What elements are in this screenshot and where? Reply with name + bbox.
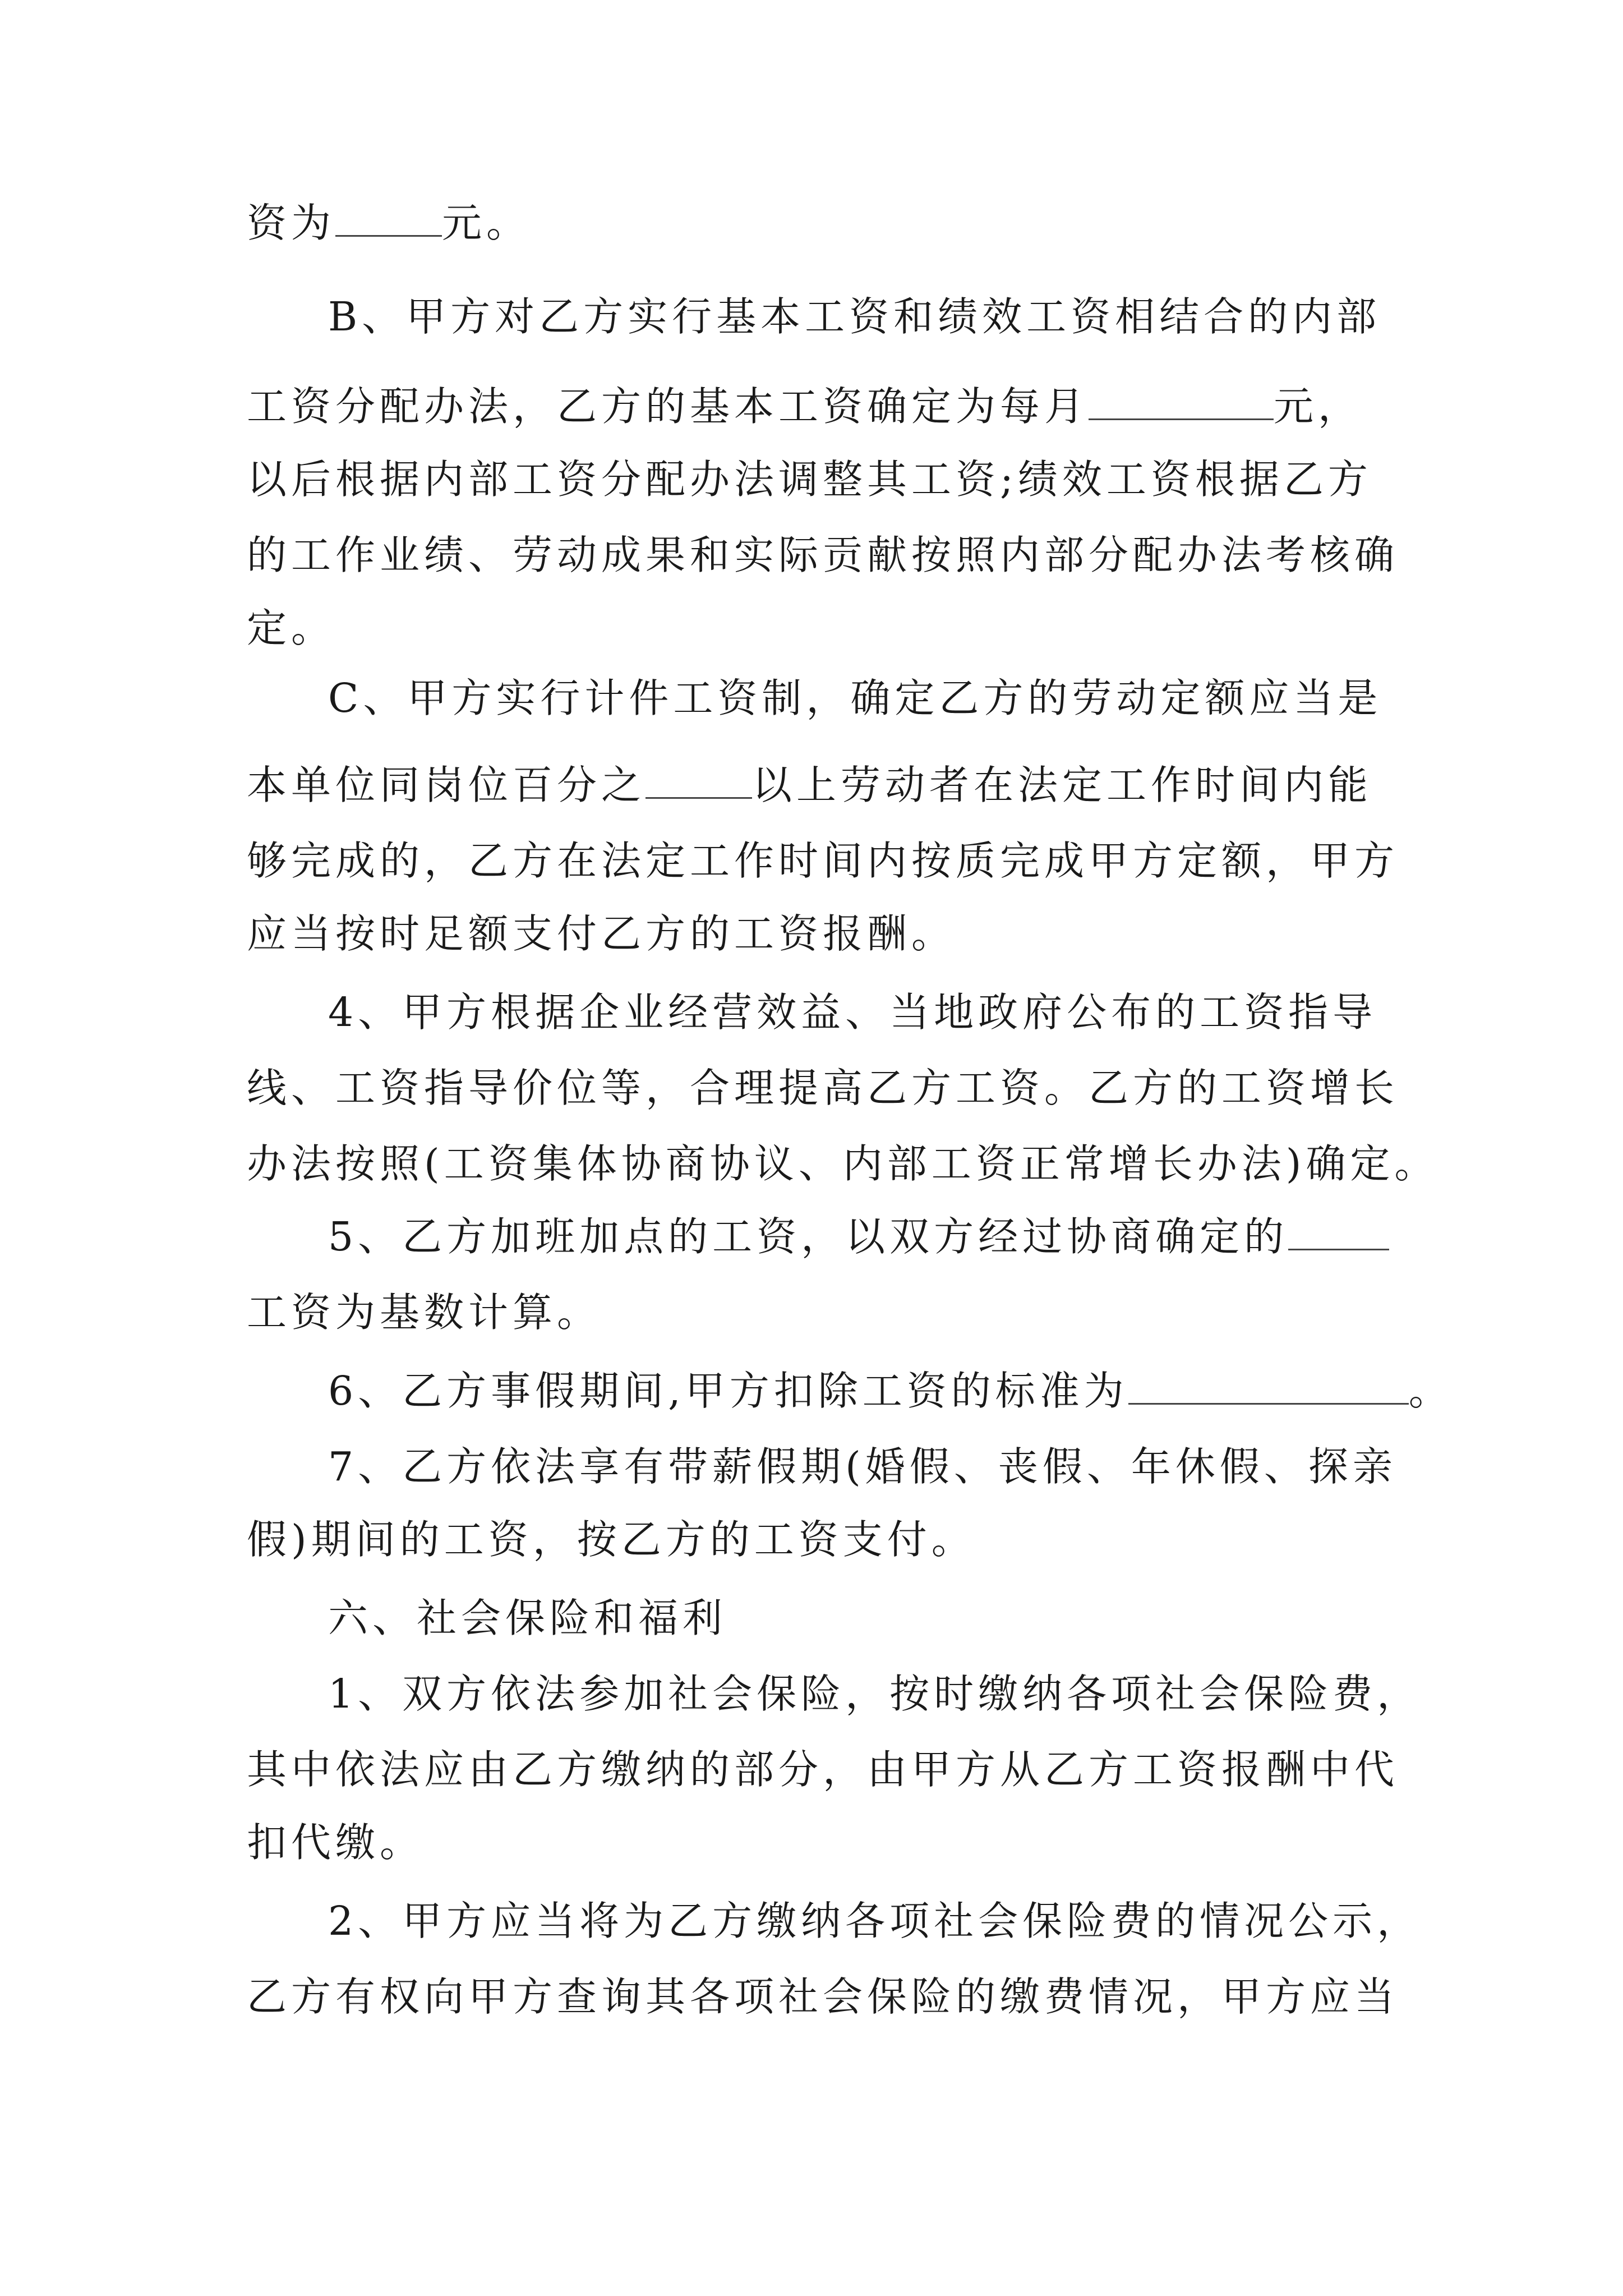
text-line: [247, 760, 1372, 811]
section-heading: 六、社会保险和福利: [328, 1595, 727, 1641]
line-text: 以上劳动者在法定工作时间内能: [752, 762, 1373, 808]
text-line: 1、双方依法参加社会保险，按时缴纳各项社会保险费，: [328, 1671, 1422, 1717]
fill-in-blank: [335, 198, 442, 237]
line-text: 。: [1408, 1368, 1453, 1414]
line-text: 5、乙方加班加点的工资，以双方经过协商确定的: [328, 1213, 1289, 1260]
text-line: 的工作业绩、劳动成果和实际贡献按照内部分配办法考核确: [247, 532, 1399, 578]
text-line: 4、甲方根据企业经营效益、当地政府公布的工资指导: [328, 989, 1377, 1036]
text-line: 2、甲方应当将为乙方缴纳各项社会保险费的情况公示，: [328, 1898, 1422, 1944]
text-line: 7、乙方依法享有带薪假期(婚假、丧假、年休假、探亲: [328, 1443, 1397, 1490]
line-text: 本单位同岗位百分之: [247, 762, 646, 808]
text-line: 工资为基数计算。: [247, 1289, 602, 1336]
text-line: 假)期间的工资，按乙方的工资支付。: [247, 1516, 976, 1563]
line-text: 资为: [247, 200, 336, 246]
text-line: 办法按照(工资集体协商协议、内部工资正常增长办法)确定。: [247, 1140, 1439, 1187]
text-line: 以后根据内部工资分配办法调整其工资;绩效工资根据乙方: [247, 456, 1372, 503]
fill-in-blank: [1288, 1212, 1389, 1250]
line-text: 6、乙方事假期间,甲方扣除工资的标准为: [328, 1368, 1128, 1414]
fill-in-blank: [1089, 381, 1274, 420]
text-line: 线、工资指导价位等，合理提高乙方工资。乙方的工资增长: [247, 1065, 1399, 1111]
fill-in-blank: [1128, 1366, 1409, 1405]
text-line: 定。: [247, 605, 336, 651]
line-text: 元，: [1274, 383, 1363, 430]
line-text: 元。: [442, 200, 531, 246]
line-text: 工资分配办法，乙方的基本工资确定为每月: [247, 383, 1089, 430]
text-line: 应当按时足额支付乙方的工资报酬。: [247, 910, 956, 957]
text-line: [328, 1212, 1389, 1262]
text-line: C、甲方实行计件工资制，确定乙方的劳动定额应当是: [328, 675, 1382, 721]
text-line: [328, 1366, 1453, 1416]
text-line: 扣代缴。: [247, 1819, 425, 1866]
text-line: B、甲方对乙方实行基本工资和绩效工资相结合的内部: [328, 293, 1381, 340]
fill-in-blank: [645, 760, 752, 799]
text-line: [247, 198, 531, 249]
text-line: 乙方有权向甲方查询其各项社会保险的缴费情况，甲方应当: [247, 1973, 1399, 2020]
text-line: 够完成的，乙方在法定工作时间内按质完成甲方定额，甲方: [247, 838, 1399, 884]
text-line: 其中依法应由乙方缴纳的部分，由甲方从乙方工资报酬中代: [247, 1746, 1399, 1793]
text-line: [247, 381, 1362, 432]
